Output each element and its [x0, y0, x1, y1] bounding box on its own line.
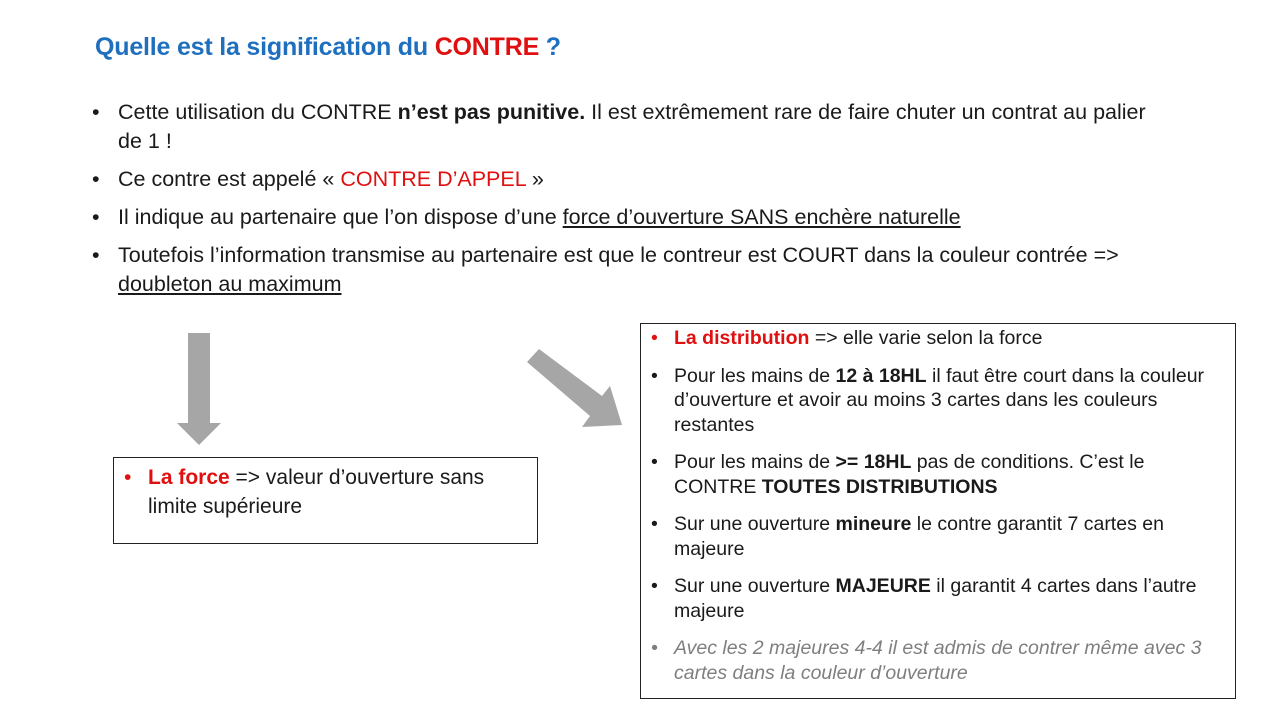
bullet-text: Ce contre est appelé « — [118, 167, 341, 191]
distribution-item — [641, 450, 1235, 499]
bullet-icon: • — [651, 327, 658, 349]
item-bold-text: TOUTES DISTRIBUTIONS — [761, 475, 998, 498]
item-text: Pour les mains de — [674, 364, 836, 387]
page-title — [95, 33, 561, 62]
distribution-item — [641, 574, 1235, 623]
title-highlight: CONTRE — [434, 33, 540, 61]
main-bullet-list — [92, 98, 1152, 308]
distribution-item — [641, 512, 1235, 561]
bullet-text: Toutefois l’information transmise au partenaire est que le contreur est COURT dans la couleur contrée => — [118, 243, 1119, 267]
title-text: Quelle est la signification du — [95, 33, 435, 61]
distribution-label: La distribution — [674, 327, 810, 349]
bullet-item — [92, 241, 1152, 299]
arrow-down-right-icon — [524, 348, 626, 430]
force-box — [113, 457, 538, 544]
item-note-text: Avec les 2 majeures 4-4 il est admis de contrer même avec 3 cartes dans la couleur d’ouverture — [674, 637, 1202, 684]
bullet-text: Cette utilisation du CONTRE — [118, 100, 398, 124]
item-bold-text: 12 à 18HL — [835, 364, 927, 387]
item-text: Sur une ouverture — [674, 575, 836, 597]
bullet-item — [92, 165, 1152, 194]
bullet-icon: • — [92, 167, 100, 191]
item-text: le contre garantit 7 cartes en majeure — [674, 513, 1164, 560]
bullet-icon: • — [651, 513, 658, 535]
distribution-box — [640, 323, 1236, 699]
bullet-icon: • — [92, 243, 100, 267]
item-text: Sur une ouverture — [674, 513, 836, 535]
distribution-item — [641, 326, 1235, 351]
underlined-text: force d’ouverture SANS enchère naturelle — [562, 205, 961, 229]
bullet-item — [92, 203, 1152, 232]
distribution-text: => elle varie selon la force — [809, 327, 1043, 349]
bullet-icon: • — [92, 100, 100, 124]
bullet-text: » — [525, 167, 544, 191]
force-label: La force — [148, 466, 230, 489]
distribution-item — [641, 364, 1235, 438]
bullet-icon: • — [124, 466, 132, 489]
force-text: => valeur d’ouverture sans limite supérieure — [148, 466, 485, 518]
bullet-icon: • — [92, 205, 100, 229]
item-bold-text: MAJEURE — [835, 575, 931, 597]
force-item — [114, 458, 537, 521]
distribution-item — [641, 636, 1235, 685]
contre-appel-text: CONTRE D’APPEL — [340, 167, 526, 191]
item-text: il faut être court dans la couleur d’ouverture et avoir au moins 3 cartes dans les couleurs restantes — [674, 364, 1205, 436]
item-text: Pour les mains de — [674, 451, 836, 473]
title-suffix: ? — [539, 33, 561, 61]
item-bold-text: mineure — [835, 513, 912, 535]
item-text: pas de conditions. C’est le CONTRE — [674, 451, 1145, 498]
bullet-text: Il est extrêmement rare de faire chuter un contrat au palier de 1 ! — [118, 100, 1146, 153]
bullet-bold-text: n’est pas punitive. — [397, 100, 586, 124]
bullet-icon: • — [651, 575, 658, 597]
item-text: il garantit 4 cartes dans l’autre majeure — [674, 575, 1197, 622]
bullet-text: Il indique au partenaire que l’on dispose d’une — [118, 205, 563, 229]
bullet-icon: • — [651, 364, 658, 387]
bullet-item — [92, 98, 1152, 156]
item-bold-text: >= 18HL — [835, 451, 912, 473]
underlined-text: doubleton au maximum — [118, 272, 342, 296]
bullet-icon: • — [651, 451, 658, 473]
arrow-down-icon — [176, 333, 222, 447]
bullet-icon: • — [651, 637, 658, 659]
